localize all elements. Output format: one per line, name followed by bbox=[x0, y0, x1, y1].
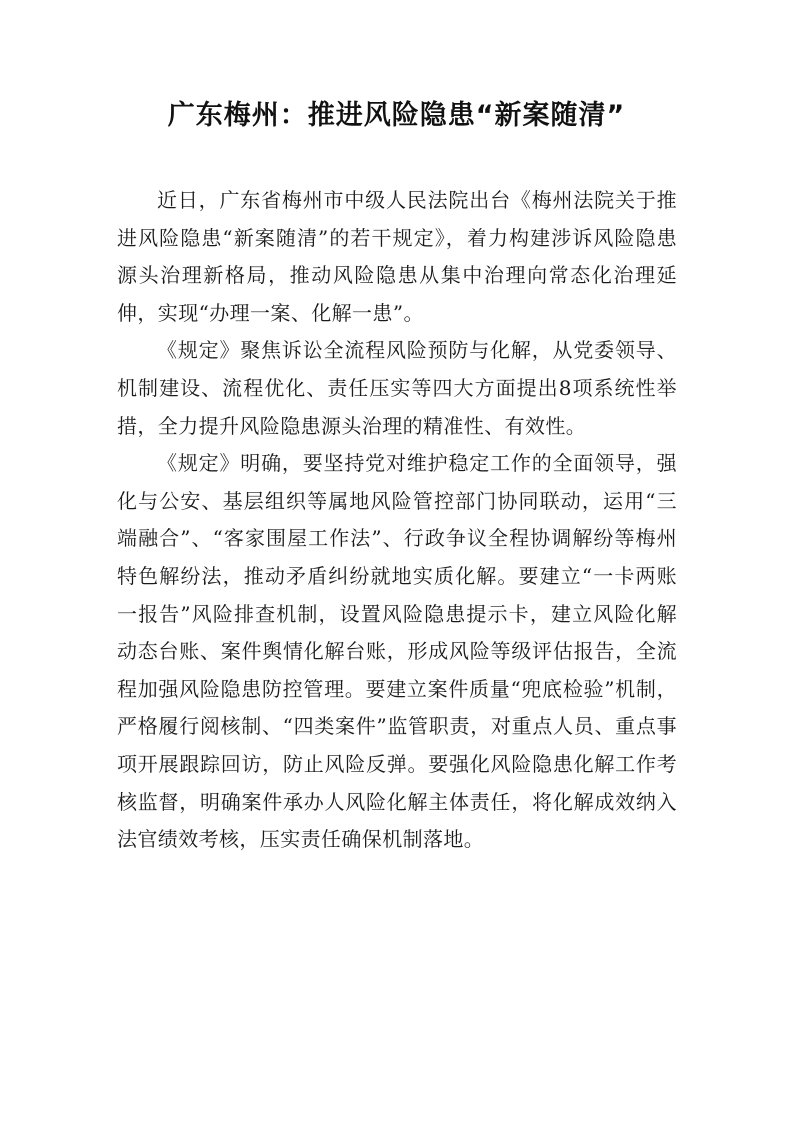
document-title: 广东梅州：推进风险隐患“新案随清” bbox=[167, 100, 626, 131]
paragraph-3: 《规定》明确，要坚持党对维护稳定工作的全面领导，强化与公安、基层组织等属地风险管控部门协同联动，运用“三端融合”、“客家围屋工作法”、行政争议全程协调解纷等梅州特色解纷法，推动矛盾纠纷就地实质化解。要建立“一卡两账一报告”风险排查机制，设置风险隐患提示卡，建立风险化解动态台账、案件舆情化解台账，形成风险等级评估报告，全流程加强风险隐患防控管理。要建立案件质量“兜底检验”机制，严格履行阅核制、“四类案件”监管职责，对重点人员、重点事项开展跟踪回访，防止风险反弹。要强化风险隐患化解工作考核监督，明确案件承办人风险化解主体责任，将化解成效纳入法官绩效考核，压实责任确保机制落地。 bbox=[117, 451, 677, 852]
paragraph-2: 《规定》聚焦诉讼全流程风险预防与化解，从党委领导、机制建设、流程优化、责任压实等四大方面提出8项系统性举措，全力提升风险隐患源头治理的精准性、有效性。 bbox=[117, 338, 677, 438]
document-body bbox=[117, 182, 677, 859]
paragraph-1: 近日，广东省梅州市中级人民法院出台《梅州法院关于推进风险隐患“新案随清”的若干规定》，着力构建涉诉风险隐患源头治理新格局，推动风险隐患从集中治理向常态化治理延伸，实现“办理一案、化解一患”。 bbox=[117, 188, 677, 325]
